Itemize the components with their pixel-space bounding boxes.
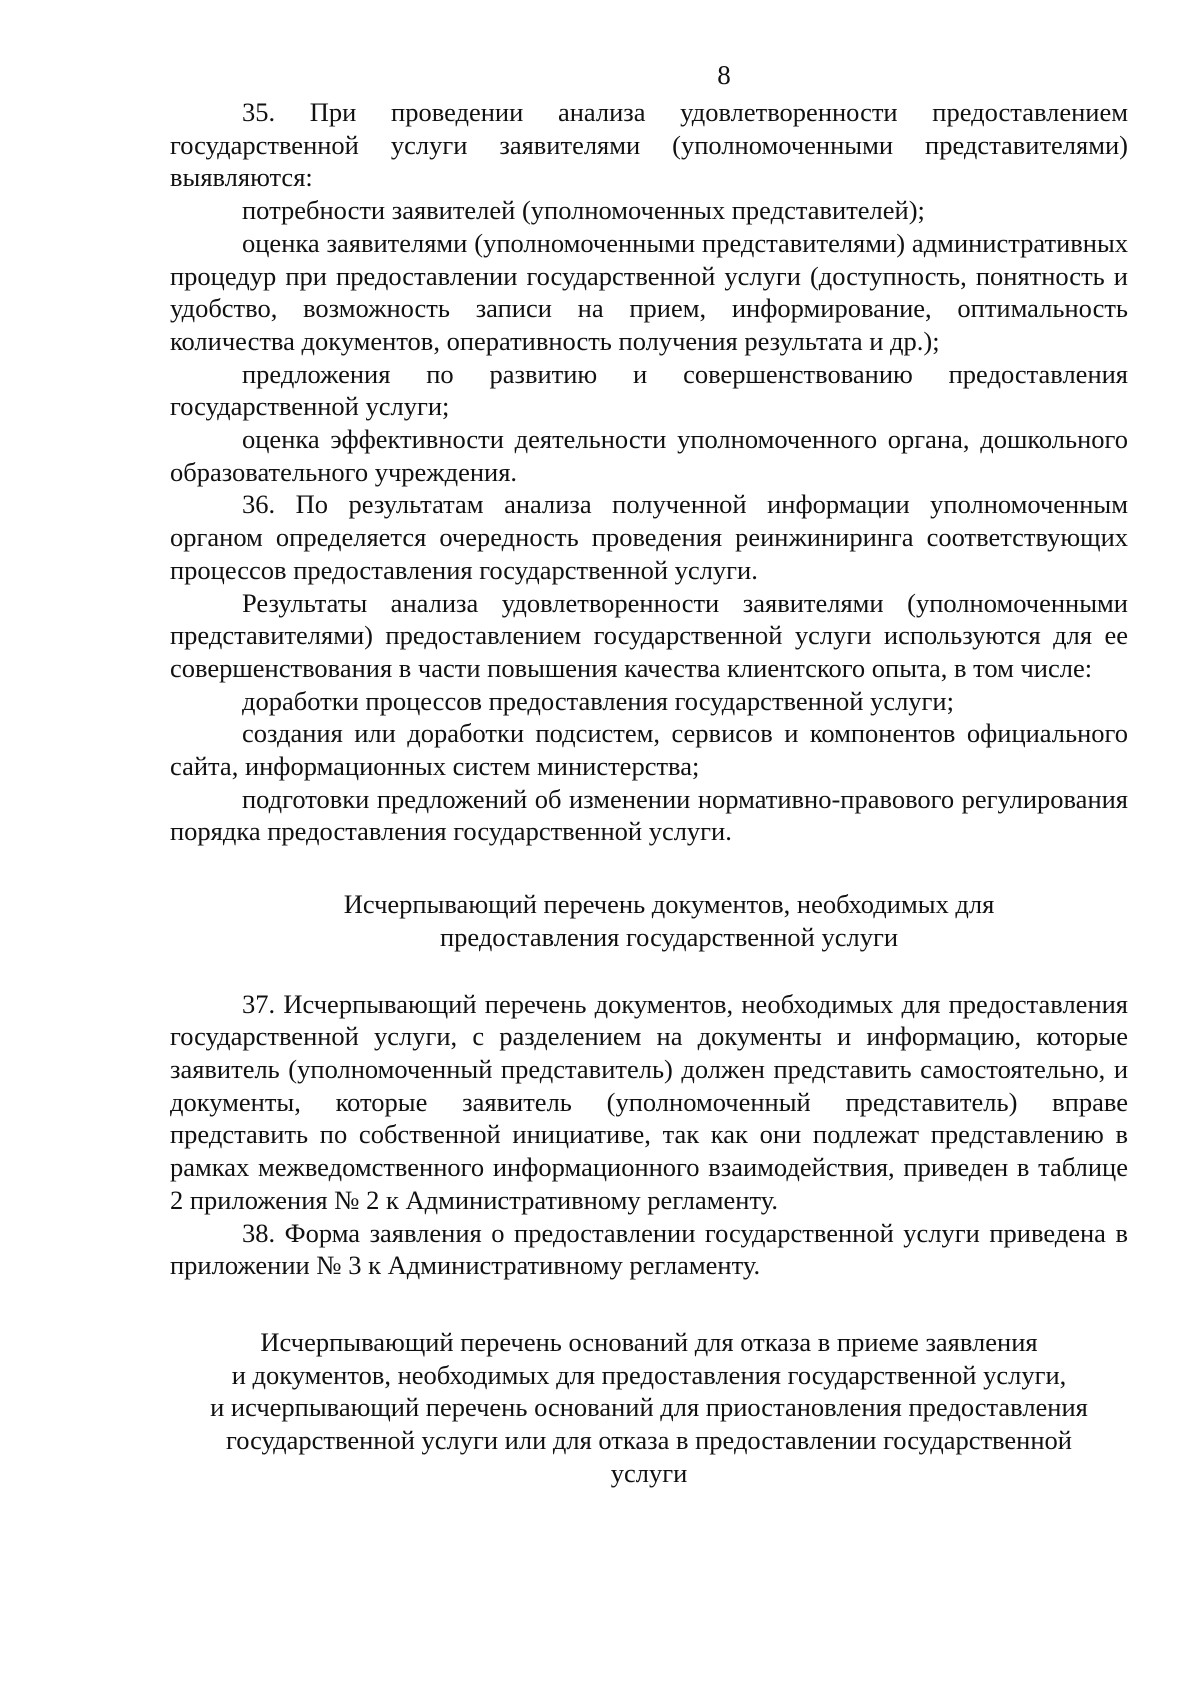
heading-line: услуги: [610, 1457, 688, 1488]
list-item-refinement: доработки процессов предоставления государственной услуги;: [242, 685, 954, 716]
paragraph-36: 36. По результатам анализа полученной информации уполномоченным органом определяется очередность проведения реинжиниринга соответствующих процессов предоставления государственной услуги.: [170, 489, 1128, 585]
heading-line: предоставления государственной услуги: [439, 921, 899, 952]
section-heading-documents: [170, 888, 1128, 953]
heading-line: Исчерпывающий перечень оснований для отказа в приеме заявления: [260, 1326, 1038, 1357]
paragraph-35: 35. При проведении анализа удовлетворенности предоставлением государственной услуги заявителями (уполномоченными представителями) выявляются:: [170, 97, 1128, 193]
heading-line: и исчерпывающий перечень оснований для приостановления предоставления: [210, 1392, 1088, 1423]
section-heading-refusal-grounds: [170, 1326, 1128, 1490]
heading-line: государственной услуги или для отказа в предоставлении государственной: [226, 1425, 1072, 1456]
list-item-subsystems: создания или доработки подсистем, сервисов и компонентов официального сайта, информационных систем министерства;: [170, 718, 1128, 782]
paragraph-37: 37. Исчерпывающий перечень документов, необходимых для предоставления государственной услуги, с разделением на документы и информацию, которые заявитель (уполномоченный представитель) должен представить самостоятельно, и документы, которые заявитель (уполномоченный представитель) вправе представить по собственной инициативе, так как они подлежат представлению в рамках межведомственного информационного взаимодействия, приведен в таблице 2 приложения № 2 к Административному регламенту.: [170, 988, 1128, 1215]
paragraph-38: 38. Форма заявления о предоставлении государственной услуги приведена в приложении № 3 к Административному регламенту.: [170, 1217, 1128, 1281]
paragraph-results: Результаты анализа удовлетворенности заявителями (уполномоченными представителями) предоставлением государственной услуги используются для ее совершенствования в части повышения качества клиентского опыта, в том числе:: [170, 587, 1128, 683]
list-item-assessment-procedures: оценка заявителями (уполномоченными представителями) административных процедур при предоставлении государственной услуги (доступность, понятность и удобство, возможность записи на прием, информирование, оптимальность количества документов, оперативность получения результата и др.);: [170, 227, 1128, 356]
page-number: 8: [717, 60, 731, 90]
list-item-regulation: подготовки предложений об изменении нормативно-правового регулирования порядка предоставления государственной услуги.: [170, 783, 1128, 847]
document-page: [170, 58, 1128, 1489]
list-item-proposals: предложения по развитию и совершенствованию предоставления государственной услуги;: [170, 358, 1128, 422]
heading-line: и документов, необходимых для предоставления государственной услуги,: [231, 1359, 1067, 1390]
list-item-assessment-efficiency: оценка эффективности деятельности уполномоченного органа, дошкольного образовательного учреждения.: [170, 424, 1128, 487]
heading-line: Исчерпывающий перечень документов, необходимых для: [343, 889, 995, 920]
list-item-needs: потребности заявителей (уполномоченных представителей);: [242, 195, 925, 226]
